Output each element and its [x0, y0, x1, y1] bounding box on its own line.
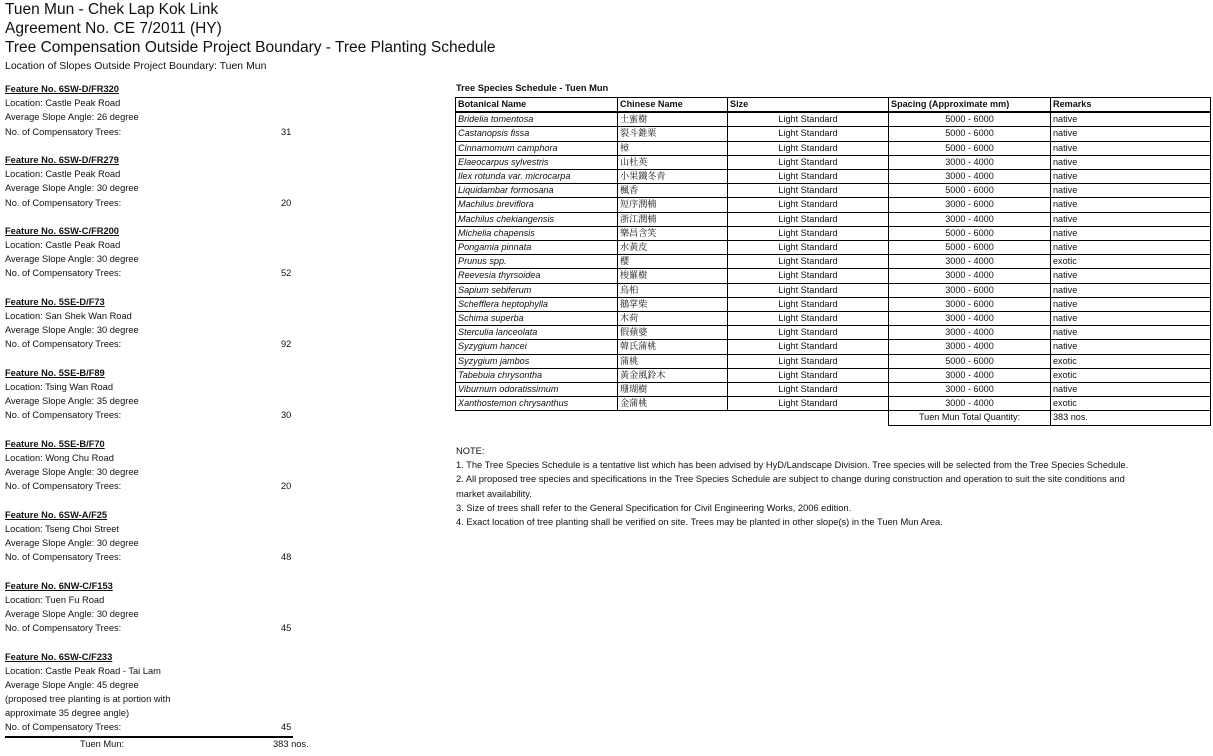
feature-title: Feature No. 5SE-D/F73: [5, 296, 105, 307]
remarks-cell: native: [1051, 283, 1211, 297]
botanical-name-cell: Ilex rotunda var. microcarpa: [456, 170, 618, 184]
spacing-cell: 5000 - 6000: [889, 354, 1051, 368]
spacer: [5, 139, 295, 153]
feature-slope: Average Slope Angle: 45 degree: [5, 679, 139, 690]
chinese-name-cell: 山杜英: [618, 155, 728, 169]
feature-tree-count: No. of Compensatory Trees: 45: [5, 621, 295, 635]
spacing-cell: 3000 - 4000: [889, 269, 1051, 283]
spacing-cell: 5000 - 6000: [889, 241, 1051, 255]
table-row: [456, 354, 1211, 368]
remarks-cell: native: [1051, 141, 1211, 155]
feature-title: Feature No. 5SE-B/F89: [5, 367, 105, 378]
chinese-name-cell: 浙江潤楠: [618, 212, 728, 226]
size-cell: Light Standard: [728, 226, 889, 240]
feature-slope: Average Slope Angle: 30 degree: [5, 467, 139, 478]
chinese-name-cell: 鵝掌柴: [618, 297, 728, 311]
feature-slope: Average Slope Angle: 30 degree: [5, 325, 139, 336]
botanical-name-cell: Reevesia thyrsoidea: [456, 269, 618, 283]
size-cell: Light Standard: [728, 269, 889, 283]
blank-cell: [618, 411, 728, 425]
feature-location: Location: San Shek Wan Road: [5, 311, 132, 321]
total-value: 383 nos.: [1051, 411, 1211, 425]
remarks-cell: native: [1051, 127, 1211, 141]
remarks-cell: native: [1051, 326, 1211, 340]
chinese-name-cell: 木荷: [618, 312, 728, 326]
note-4: 4. Exact location of tree planting shall be verified on site. Trees may be planted in other slope(s) in the Tuen Mun Area.: [456, 517, 943, 528]
size-cell: Light Standard: [728, 397, 889, 411]
chinese-name-cell: 水黃皮: [618, 241, 728, 255]
col-header-botanical: Botanical Name: [456, 98, 618, 113]
size-cell: Light Standard: [728, 326, 889, 340]
table-row: [456, 184, 1211, 198]
spacing-cell: 3000 - 6000: [889, 283, 1051, 297]
size-cell: Light Standard: [728, 340, 889, 354]
feature-tree-count: No. of Compensatory Trees: 45: [5, 720, 295, 734]
botanical-name-cell: Liquidambar formosana: [456, 184, 618, 198]
remarks-cell: native: [1051, 212, 1211, 226]
chinese-name-cell: 金蒲桃: [618, 397, 728, 411]
botanical-name-cell: Castanopsis fissa: [456, 127, 618, 141]
feature-tree-count: No. of Compensatory Trees: 20: [5, 479, 295, 493]
spacing-cell: 3000 - 4000: [889, 368, 1051, 382]
chinese-name-cell: 珊瑚樹: [618, 383, 728, 397]
spacing-cell: 5000 - 6000: [889, 184, 1051, 198]
left-total: [5, 738, 309, 750]
size-cell: Light Standard: [728, 354, 889, 368]
size-cell: Light Standard: [728, 170, 889, 184]
chinese-name-cell: 裂斗錐栗: [618, 127, 728, 141]
feature-slope: Average Slope Angle: 30 degree: [5, 183, 139, 194]
spacing-cell: 3000 - 6000: [889, 198, 1051, 212]
botanical-name-cell: Machilus breviflora: [456, 198, 618, 212]
spacing-cell: 3000 - 4000: [889, 397, 1051, 411]
feature-slope: Average Slope Angle: 30 degree: [5, 254, 139, 265]
botanical-name-cell: Michelia chapensis: [456, 226, 618, 240]
feature-note: (proposed tree planting is at portion with: [5, 694, 171, 705]
spacing-cell: 5000 - 6000: [889, 112, 1051, 127]
feature-slope: Average Slope Angle: 30 degree: [5, 538, 139, 548]
tree-count: 30: [281, 410, 292, 421]
chinese-name-cell: 蒲桃: [618, 354, 728, 368]
tree-count: 20: [281, 481, 292, 492]
feature-title: Feature No. 6SW-D/FR320: [5, 84, 119, 94]
feature-location: Location: Castle Peak Road: [5, 240, 121, 251]
chinese-name-cell: 梭羅樹: [618, 269, 728, 283]
remarks-cell: native: [1051, 198, 1211, 212]
remarks-cell: native: [1051, 226, 1211, 240]
col-header-remarks: Remarks: [1051, 98, 1211, 113]
size-cell: Light Standard: [728, 241, 889, 255]
botanical-name-cell: Xanthostemon chrysanthus: [456, 397, 618, 411]
notes-section: [456, 444, 1206, 529]
total-row: [456, 411, 1211, 425]
table-row: [456, 297, 1211, 311]
table-row: [456, 269, 1211, 283]
blank-cell: [456, 411, 618, 425]
tree-count: 92: [281, 339, 292, 350]
remarks-cell: exotic: [1051, 255, 1211, 269]
feature-location: Location: Castle Peak Road - Tai Lam: [5, 665, 161, 676]
remarks-cell: native: [1051, 170, 1211, 184]
chinese-name-cell: 韓氏蒲桃: [618, 340, 728, 354]
feature-tree-count: No. of Compensatory Trees: 20: [5, 196, 295, 210]
table-row: [456, 368, 1211, 382]
feature-slope: Average Slope Angle: 35 degree: [5, 396, 139, 407]
table-row: [456, 112, 1211, 127]
tree-count: 48: [281, 552, 292, 563]
feature-title: Feature No. 6NW-C/F153: [5, 580, 113, 591]
chinese-name-cell: 假蘋婆: [618, 326, 728, 340]
table-row: [456, 283, 1211, 297]
spacing-cell: 3000 - 4000: [889, 170, 1051, 184]
spacing-cell: 5000 - 6000: [889, 226, 1051, 240]
remarks-cell: native: [1051, 383, 1211, 397]
schedule-title: Tree Species Schedule - Tuen Mun: [456, 83, 609, 93]
location-subtitle: Location of Slopes Outside Project Boundary: Tuen Mun: [5, 60, 267, 72]
remarks-cell: native: [1051, 297, 1211, 311]
size-cell: Light Standard: [728, 283, 889, 297]
species-table: [455, 97, 1211, 426]
table-row: [456, 255, 1211, 269]
spacer: [5, 352, 295, 366]
botanical-name-cell: Schefflera heptophylla: [456, 297, 618, 311]
table-row: [456, 340, 1211, 354]
spacing-cell: 3000 - 4000: [889, 312, 1051, 326]
left-total-value: 383 nos.: [273, 738, 309, 749]
remarks-cell: native: [1051, 269, 1211, 283]
spacing-cell: 3000 - 6000: [889, 297, 1051, 311]
feature-note: approximate 35 degree angle): [5, 708, 130, 719]
remarks-cell: exotic: [1051, 354, 1211, 368]
left-total-label: Tuen Mun:: [80, 738, 125, 749]
feature-title: Feature No. 6SW-A/F25: [5, 509, 108, 520]
chinese-name-cell: 樟: [618, 141, 728, 155]
chinese-name-cell: 烏桕: [618, 283, 728, 297]
feature-slope: Average Slope Angle: 26 degree: [5, 112, 139, 123]
tree-count: 52: [281, 268, 292, 279]
feature-location: Location: Tuen Fu Road: [5, 594, 105, 605]
feature-location: Location: Castle Peak Road: [5, 98, 121, 109]
spacer: [5, 493, 295, 507]
feature-title: Feature No. 6SW-C/FR200: [5, 225, 119, 236]
botanical-name-cell: Cinnamomum camphora: [456, 141, 618, 155]
feature-tree-count: No. of Compensatory Trees: 30: [5, 408, 295, 422]
feature-title: Feature No. 6SW-D/FR279: [5, 154, 119, 165]
species-table-body: [456, 112, 1211, 411]
note-2: 2. All proposed tree species and specifications in the Tree Species Schedule are subject to change during construction and operation to suit the site conditions and: [456, 474, 1125, 485]
size-cell: Light Standard: [728, 255, 889, 269]
feature-slope: Average Slope Angle: 30 degree: [5, 608, 139, 619]
tree-count: 45: [281, 623, 292, 634]
botanical-name-cell: Syzygium jambos: [456, 354, 618, 368]
feature-tree-count: No. of Compensatory Trees: 92: [5, 337, 295, 351]
botanical-name-cell: Schima superba: [456, 312, 618, 326]
size-cell: Light Standard: [728, 312, 889, 326]
blank-cell: [728, 411, 889, 425]
size-cell: Light Standard: [728, 297, 889, 311]
botanical-name-cell: Pongamia pinnata: [456, 241, 618, 255]
size-cell: Light Standard: [728, 383, 889, 397]
botanical-name-cell: Machilus chekiangensis: [456, 212, 618, 226]
size-cell: Light Standard: [728, 155, 889, 169]
table-row: [456, 383, 1211, 397]
spacing-cell: 5000 - 6000: [889, 141, 1051, 155]
table-row: [456, 198, 1211, 212]
size-cell: Light Standard: [728, 184, 889, 198]
feature-tree-count: No. of Compensatory Trees: 31: [5, 125, 295, 139]
note-1: 1. The Tree Species Schedule is a tentative list which has been advised by HyD/Landscape Division. Tree species will be selected from the Tree Species Schedule.: [456, 460, 1129, 471]
size-cell: Light Standard: [728, 127, 889, 141]
feature-tree-count: No. of Compensatory Trees: 48: [5, 550, 295, 564]
spacing-cell: 3000 - 4000: [889, 255, 1051, 269]
chinese-name-cell: 楓香: [618, 184, 728, 198]
table-row: [456, 127, 1211, 141]
spacer: [5, 564, 295, 578]
feature-title: Feature No. 6SW-C/F233: [5, 651, 113, 662]
botanical-name-cell: Viburnum odoratissimum: [456, 383, 618, 397]
feature-location: Location: Tseng Choi Street: [5, 523, 120, 534]
doc-title-line2: Agreement No. CE 7/2011 (HY): [5, 20, 222, 37]
doc-title-line1: Tuen Mun - Chek Lap Kok Link: [5, 1, 219, 18]
tree-count: 20: [281, 197, 292, 208]
spacing-cell: 3000 - 4000: [889, 340, 1051, 354]
remarks-cell: native: [1051, 155, 1211, 169]
col-header-chinese: Chinese Name: [618, 98, 728, 113]
table-row: [456, 226, 1211, 240]
note-2-cont: market availability.: [456, 488, 532, 499]
table-row: [456, 241, 1211, 255]
remarks-cell: native: [1051, 112, 1211, 127]
remarks-cell: native: [1051, 340, 1211, 354]
feature-location: Location: Tsing Wan Road: [5, 381, 114, 392]
feature-location: Location: Castle Peak Road: [5, 169, 121, 180]
table-row: [456, 312, 1211, 326]
col-header-spacing: Spacing (Approximate mm): [889, 98, 1051, 113]
remarks-cell: native: [1051, 312, 1211, 326]
doc-title-line3: Tree Compensation Outside Project Boundary - Tree Planting Schedule: [5, 39, 496, 56]
chinese-name-cell: 樂昌含笑: [618, 226, 728, 240]
spacer: [5, 423, 295, 437]
table-row: [456, 326, 1211, 340]
spacer: [5, 635, 295, 649]
botanical-name-cell: Tabebuia chrysontha: [456, 368, 618, 382]
feature-tree-count: No. of Compensatory Trees: 52: [5, 266, 295, 280]
size-cell: Light Standard: [728, 112, 889, 127]
chinese-name-cell: 櫻: [618, 255, 728, 269]
remarks-cell: native: [1051, 184, 1211, 198]
spacing-cell: 3000 - 6000: [889, 383, 1051, 397]
remarks-cell: native: [1051, 241, 1211, 255]
botanical-name-cell: Syzygium hancei: [456, 340, 618, 354]
botanical-name-cell: Prunus spp.: [456, 255, 618, 269]
spacer: [5, 281, 295, 295]
tree-count: 31: [281, 126, 292, 137]
remarks-cell: exotic: [1051, 397, 1211, 411]
table-row: [456, 141, 1211, 155]
table-header-row: [456, 98, 1211, 113]
chinese-name-cell: 土蜜樹: [618, 112, 728, 127]
tree-count: 45: [281, 722, 292, 733]
spacing-cell: 5000 - 6000: [889, 127, 1051, 141]
total-label: Tuen Mun Total Quantity:: [889, 411, 1051, 425]
spacing-cell: 3000 - 4000: [889, 155, 1051, 169]
table-row: [456, 155, 1211, 169]
chinese-name-cell: 黃金風鈴木: [618, 368, 728, 382]
feature-location: Location: Wong Chu Road: [5, 452, 114, 463]
remarks-cell: exotic: [1051, 368, 1211, 382]
size-cell: Light Standard: [728, 141, 889, 155]
table-row: [456, 212, 1211, 226]
spacing-cell: 3000 - 4000: [889, 326, 1051, 340]
col-header-size: Size: [728, 98, 889, 113]
table-row: [456, 397, 1211, 411]
botanical-name-cell: Elaeocarpus sylvestris: [456, 155, 618, 169]
feature-title: Feature No. 5SE-B/F70: [5, 438, 105, 449]
spacing-cell: 3000 - 4000: [889, 212, 1051, 226]
feature-list: [5, 82, 309, 750]
table-row: [456, 170, 1211, 184]
spacer: [5, 210, 295, 224]
size-cell: Light Standard: [728, 212, 889, 226]
note-3: 3. Size of trees shall refer to the General Specification for Civil Engineering Works, 2006 edition.: [456, 502, 852, 513]
botanical-name-cell: Sapium sebiferum: [456, 283, 618, 297]
size-cell: Light Standard: [728, 198, 889, 212]
chinese-name-cell: 短序潤楠: [618, 198, 728, 212]
notes-heading: NOTE:: [456, 446, 485, 456]
chinese-name-cell: 小果鐵冬青: [618, 170, 728, 184]
botanical-name-cell: Bridelia tomentosa: [456, 112, 618, 127]
botanical-name-cell: Sterculia lanceolata: [456, 326, 618, 340]
size-cell: Light Standard: [728, 368, 889, 382]
